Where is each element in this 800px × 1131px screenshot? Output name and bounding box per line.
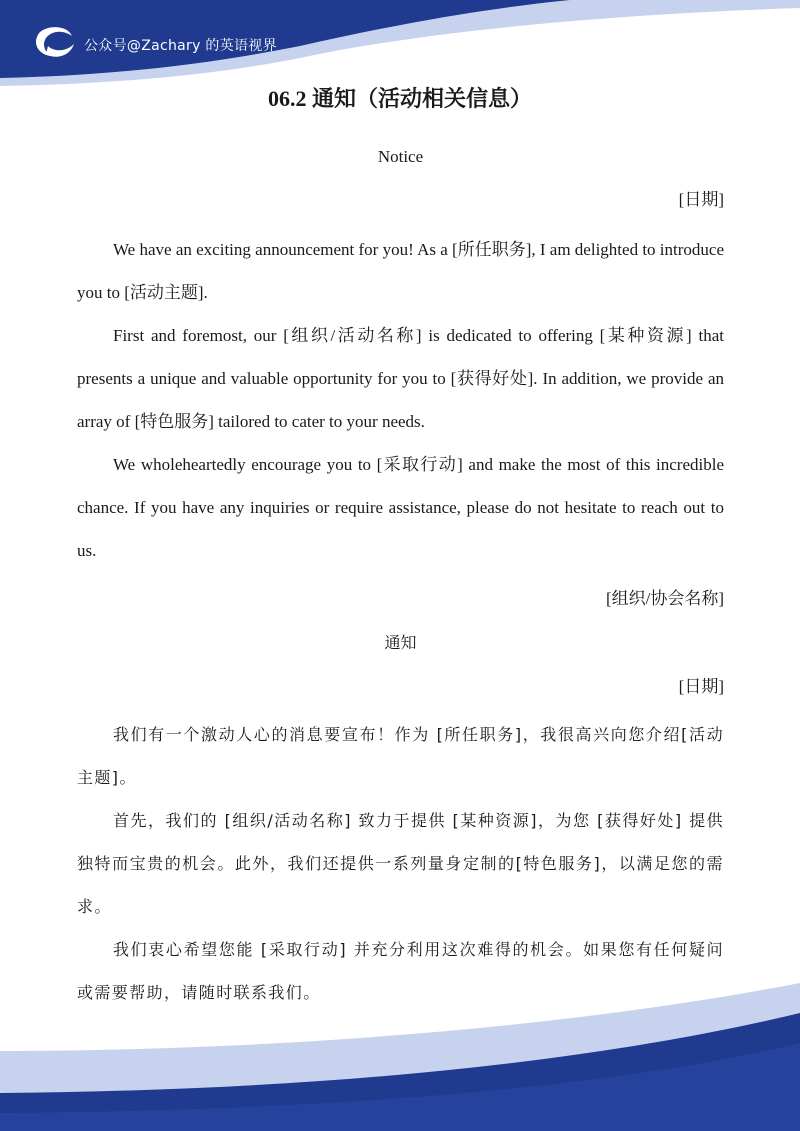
chinese-paragraph-2: 首先，我们的 [组织/活动名称] 致力于提供 [某种资源]，为您 [获得好处] 提供独特而宝贵的机会。此外，我们还提供一系列量身定制的[特色服务]，以满足您的需求。 (77, 811, 724, 916)
chinese-heading: 通知 (384, 633, 417, 652)
chinese-paragraph-3: 我们衷心希望您能 [采取行动] 并充分利用这次难得的机会。如果您有任何疑问或需要帮助，请随时联系我们。 (77, 940, 724, 1002)
footer-banner (0, 981, 800, 1131)
chinese-body (77, 713, 724, 1014)
english-paragraph-3: We wholeheartedly encourage you to [采取行动] and make the most of this incredible chance. If you have any inquiries or require assistance, please do not hesitate to reach out to us. (77, 455, 724, 560)
document-body (77, 142, 724, 1056)
english-paragraph-2: First and foremost, our [组织/活动名称] is dedicated to offering [某种资源] that presents a unique and valuable opportunity for you to [获得好处]. In addition, we provide an array of [特色服务] tailored to cater to your needs. (77, 326, 724, 431)
english-paragraph-1: We have an exciting announcement for you! As a [所任职务], I am delighted to introduce you to [活动主题]. (77, 240, 724, 302)
english-date: [日期] (678, 190, 724, 209)
chinese-date: [日期] (678, 677, 724, 696)
wave-swoosh-logo-icon (34, 22, 76, 64)
brand-text: 公众号@Zachary 的英语视界 (84, 38, 277, 54)
english-signature: [组织/协会名称] (605, 589, 724, 608)
page-title: 06.2 通知（活动相关信息） (267, 86, 532, 111)
chinese-paragraph-1: 我们有一个激动人心的消息要宣布！作为 [所任职务]，我很高兴向您介绍[活动主题]。 (77, 725, 724, 787)
english-heading: Notice (377, 147, 424, 166)
english-body (77, 228, 724, 572)
